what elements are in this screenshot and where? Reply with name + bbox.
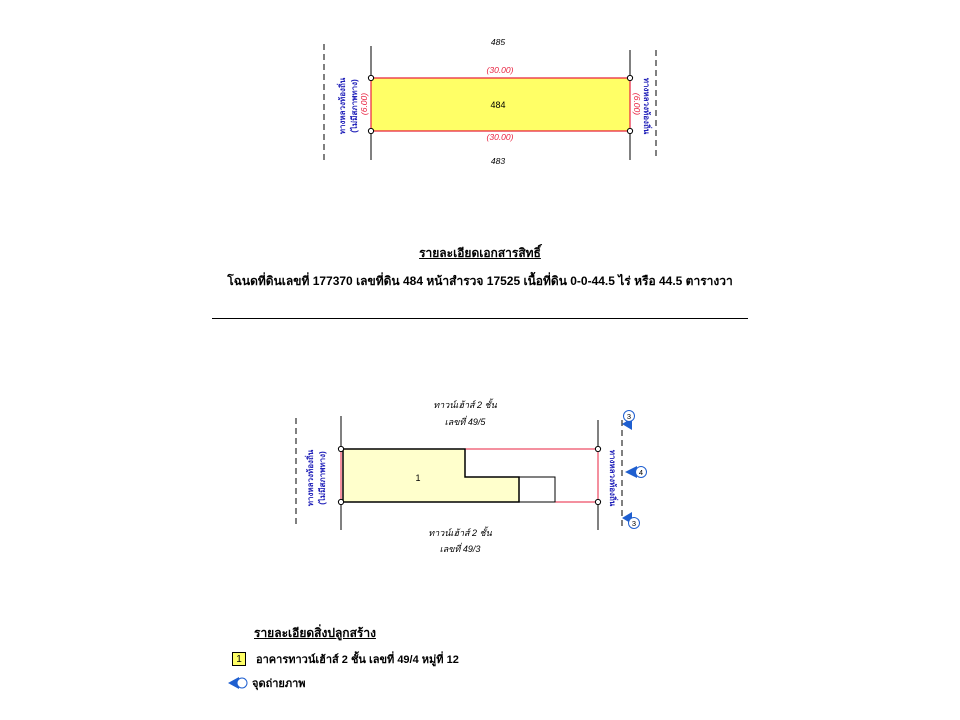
parcel-corner-marker: [595, 446, 600, 451]
photo-point-legend-label: จุดถ่ายภาพ: [252, 678, 306, 690]
parcel-corner-marker: [338, 446, 343, 451]
neighbor-parcel-top: 485: [490, 37, 506, 47]
annex-structure: [519, 477, 555, 502]
right-road-label: ทางหลวงท้องถิ่น: [608, 449, 617, 507]
parcel-corner-marker: [368, 128, 373, 133]
photo-point-marker: [622, 512, 640, 529]
parcel-corner-marker: [627, 128, 632, 133]
photo-point-number: 3: [631, 519, 637, 528]
building-1-footprint: [343, 449, 519, 502]
legend-title: รายละเอียดสิ่งปลูกสร้าง: [254, 626, 376, 640]
parcel-number: 484: [490, 100, 506, 110]
top-neighbor-number: เลขที่ 49/5: [444, 417, 486, 427]
deed-details-line: โฉนดที่ดินเลขที่ 177370 เลขที่ดิน 484 หน้าสำรวจ 17525 เนื้อที่ดิน 0-0-44.5 ไร่ หรือ 44.5 ตารางวา: [227, 274, 733, 288]
parcel-corner-marker: [338, 499, 343, 504]
legend: [226, 624, 626, 691]
parcel-corner-marker: [368, 75, 373, 80]
top-length-dimension: (30.00): [486, 65, 514, 75]
photo-point-icon: [226, 675, 248, 691]
building-legend-label: อาคารทาวน์เฮ้าส์ 2 ชั้น เลขที่ 49/4 หมู่ที่ 12: [256, 654, 459, 666]
photo-point-number: 3: [626, 412, 632, 421]
building-number: 1: [415, 473, 421, 483]
neighbor-parcel-bottom: 483: [490, 156, 506, 166]
deed-details-title: รายละเอียดเอกสารสิทธิ์: [419, 246, 541, 260]
lower-plan: [296, 398, 647, 554]
upper-plan: [324, 37, 656, 166]
left-road-condition-label: (ไม่มีสภาพทาง): [318, 451, 327, 505]
photo-point-number: 4: [638, 468, 644, 477]
bottom-neighbor-type: ทาวน์เฮ้าส์ 2 ชั้น: [428, 528, 492, 538]
legend-row-building: [226, 651, 626, 667]
bottom-length-dimension: (30.00): [486, 132, 514, 142]
top-neighbor-type: ทาวน์เฮ้าส์ 2 ชั้น: [433, 400, 497, 410]
right-width-dimension: (6.00): [632, 92, 642, 116]
photo-point-marker: [625, 466, 647, 478]
left-road-condition-label: (ไม่มีสภาพทาง): [350, 79, 359, 133]
section-divider: [212, 318, 748, 319]
bottom-neighbor-number: เลขที่ 49/3: [439, 544, 481, 554]
photo-point-marker: [622, 411, 635, 431]
building-swatch: 1: [232, 652, 246, 666]
legend-row-photo-point: [226, 675, 626, 691]
left-road-label: ทางหลวงท้องถิ่น: [306, 449, 315, 507]
left-width-dimension: (6.00): [359, 92, 369, 116]
left-road-label: ทางหลวงท้องถิ่น: [338, 77, 347, 135]
parcel-corner-marker: [595, 499, 600, 504]
right-road-label: ทางหลวงท้องถิ่น: [642, 77, 651, 135]
parcel-corner-marker: [627, 75, 632, 80]
